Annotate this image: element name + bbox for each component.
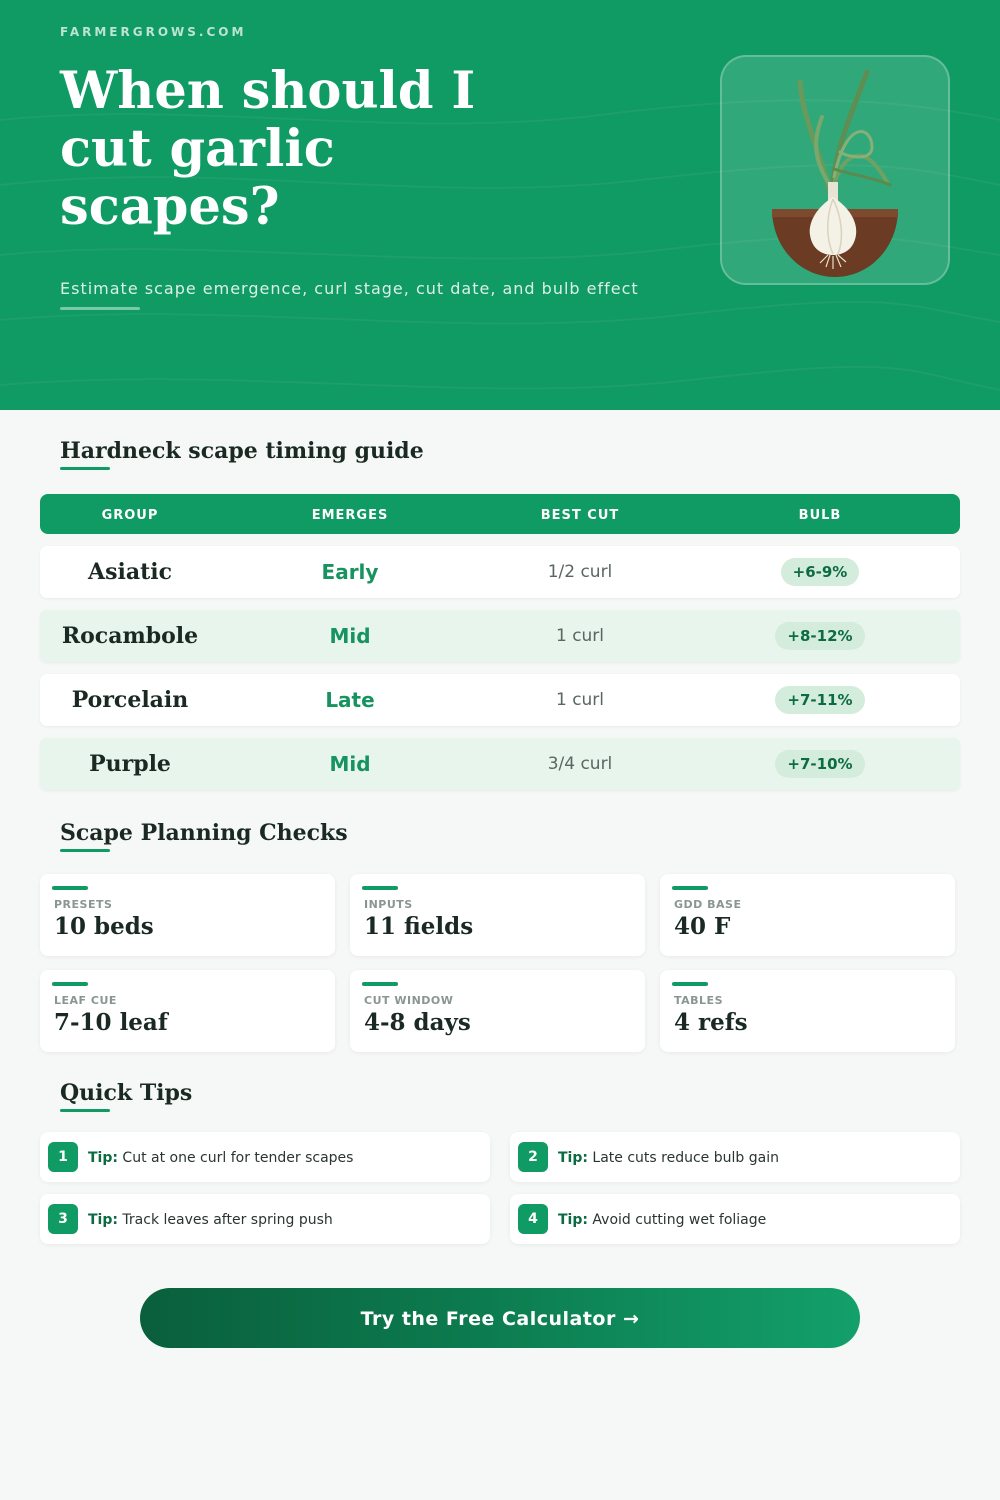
check-value: 40 F [674, 913, 731, 940]
table-row [40, 738, 960, 790]
check-value: 10 beds [54, 913, 154, 940]
group-cell: Asiatic [88, 559, 172, 585]
group-cell: Rocambole [61, 623, 199, 649]
tip-item [510, 1194, 960, 1244]
free-calculator-button[interactable]: Try the Free Calculator → [140, 1288, 860, 1348]
bulb-badge: +6-9% [781, 558, 860, 586]
check-value: 7-10 leaf [54, 1009, 168, 1036]
checks-title: Scape Planning Checks [60, 820, 348, 846]
emerges-cell: Late [325, 688, 375, 712]
table-row [40, 546, 960, 598]
card-accent-bar [362, 982, 398, 986]
header-best-cut: BEST CUT [540, 508, 620, 523]
check-label: TABLES [674, 994, 723, 1007]
tip-item [40, 1194, 490, 1244]
card-accent-bar [672, 886, 708, 890]
header-bulb: BULB [798, 508, 842, 523]
tips-title: Quick Tips [60, 1080, 193, 1106]
subtitle-underline [60, 307, 140, 310]
garlic-plant-in-pot-icon [722, 57, 952, 287]
tip-number-badge: 3 [48, 1204, 78, 1234]
best-cut-cell: 1/2 curl [547, 562, 613, 582]
tip-item [510, 1132, 960, 1182]
header-group: GROUP [101, 508, 159, 523]
tip-label: Tip: [558, 1150, 588, 1166]
check-card [40, 874, 335, 956]
check-label: CUT WINDOW [364, 994, 454, 1007]
bulb-badge: +7-11% [775, 686, 864, 714]
page-subtitle: Estimate scape emergence, curl stage, cut date, and bulb effect [60, 279, 639, 298]
timing-guide-rule [60, 467, 110, 470]
checks-rule [60, 849, 110, 852]
tip-text: Cut at one curl for tender scapes [122, 1150, 354, 1166]
check-value: 4-8 days [364, 1009, 471, 1036]
card-accent-bar [52, 886, 88, 890]
bulb-badge: +8-12% [775, 622, 864, 650]
tip-text: Late cuts reduce bulb gain [592, 1150, 779, 1166]
check-value: 11 fields [364, 913, 474, 940]
bulb-badge: +7-10% [775, 750, 864, 778]
emerges-cell: Mid [329, 752, 371, 776]
check-card [350, 874, 645, 956]
check-label: INPUTS [364, 898, 413, 911]
hero-illustration-card [720, 55, 950, 285]
check-value: 4 refs [674, 1009, 748, 1036]
table-row [40, 610, 960, 662]
check-card [660, 874, 955, 956]
check-card [660, 970, 955, 1052]
table-row [40, 674, 960, 726]
tips-rule [60, 1109, 110, 1112]
emerges-cell: Early [321, 560, 379, 584]
card-accent-bar [672, 982, 708, 986]
check-card [40, 970, 335, 1052]
tip-number-badge: 2 [518, 1142, 548, 1172]
check-label: PRESETS [54, 898, 113, 911]
tip-label: Tip: [558, 1212, 588, 1228]
table-header [40, 494, 960, 534]
tip-number-badge: 1 [48, 1142, 78, 1172]
tip-item [40, 1132, 490, 1182]
timing-guide-title: Hardneck scape timing guide [60, 438, 424, 464]
group-cell: Porcelain [71, 687, 189, 713]
best-cut-cell: 3/4 curl [547, 754, 613, 774]
tip-label: Tip: [88, 1212, 118, 1228]
check-card [350, 970, 645, 1052]
card-accent-bar [52, 982, 88, 986]
tip-label: Tip: [88, 1150, 118, 1166]
hero-banner [0, 0, 1000, 410]
card-accent-bar [362, 886, 398, 890]
tip-text: Track leaves after spring push [122, 1212, 333, 1228]
header-emerges: EMERGES [311, 508, 389, 523]
page-title: When should I cut garlic scapes? [60, 61, 476, 237]
tip-text: Avoid cutting wet foliage [592, 1212, 767, 1228]
emerges-cell: Mid [329, 624, 371, 648]
group-cell: Purple [89, 751, 171, 777]
site-name: FARMERGROWS.COM [60, 25, 247, 39]
check-label: LEAF CUE [54, 994, 117, 1007]
best-cut-cell: 1 curl [555, 626, 605, 646]
check-label: GDD BASE [674, 898, 742, 911]
tip-number-badge: 4 [518, 1204, 548, 1234]
best-cut-cell: 1 curl [555, 690, 605, 710]
